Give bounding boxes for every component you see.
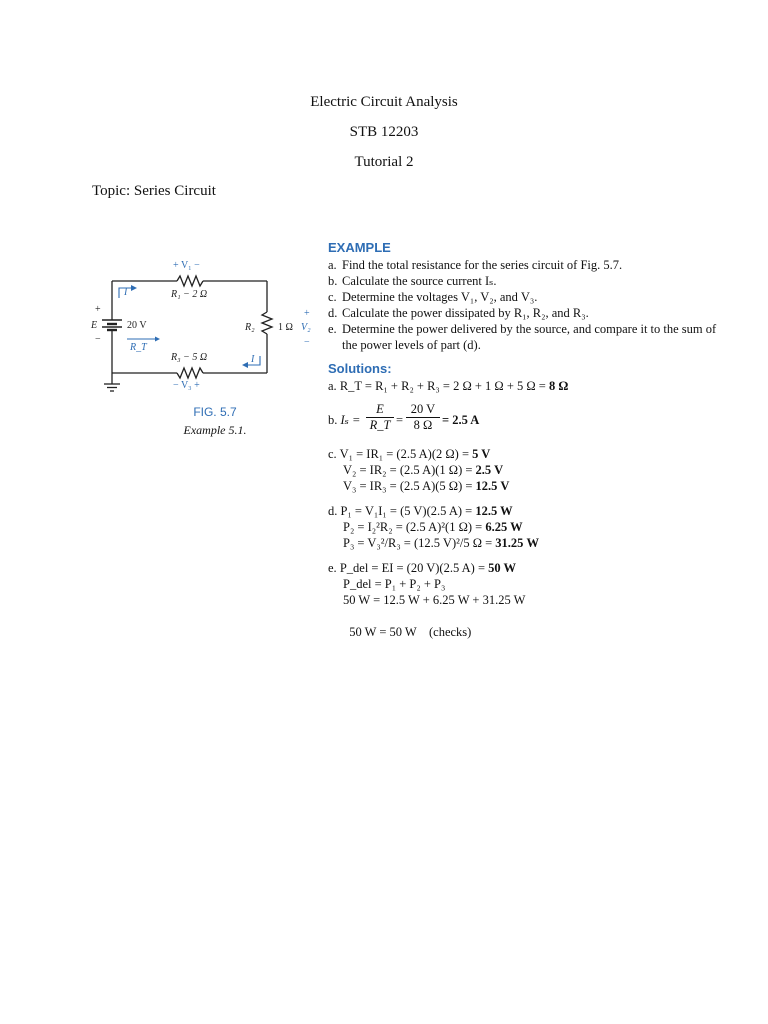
- solution-b-result: = 2.5 A: [442, 413, 480, 427]
- solutions-title: Solutions:: [328, 361, 392, 376]
- current-label-1: I: [124, 287, 128, 298]
- series-circuit-diagram: [85, 250, 325, 400]
- solution-c-line-2: V₂ = IR₂ = (2.5 A)(1 Ω) = 2.5 V: [343, 463, 504, 477]
- v1-label: + V₁ −: [173, 260, 200, 271]
- tutorial-title: Tutorial 2: [354, 154, 414, 170]
- source-voltage-label: 20 V: [127, 320, 147, 331]
- resistor-r2: [262, 312, 272, 334]
- rt-label: R_T: [130, 342, 147, 353]
- solution-d-line-1: d. P₁ = V₁I₁ = (5 V)(2.5 A) = 12.5 W: [328, 504, 513, 518]
- course-title: Electric Circuit Analysis: [310, 94, 458, 110]
- solution-c-line-3: V₃ = IR₃ = (2.5 A)(5 Ω) = 12.5 V: [343, 479, 510, 493]
- solution-b-eq: =: [396, 413, 404, 427]
- resistor-r3: [177, 368, 203, 378]
- source-e-label: E: [91, 320, 98, 331]
- current-arrowhead-2: [242, 362, 248, 368]
- r2-name-label: R₂: [245, 322, 255, 333]
- v2-label: V₂: [301, 322, 311, 333]
- resistor-r1: [177, 276, 203, 286]
- v2-plus: +: [304, 308, 310, 319]
- example-item-c: c. Determine the voltages V₁, V₂, and V₃.: [328, 290, 538, 304]
- v3-label: − V₃ +: [173, 380, 200, 391]
- solution-e-line-3: 50 W = 12.5 W + 6.25 W + 31.25 W: [343, 593, 526, 607]
- source-plus: +: [95, 304, 101, 315]
- rt-arrowhead: [155, 337, 160, 342]
- r2-value-label: 1 Ω: [278, 322, 293, 333]
- current-arrowhead-1: [131, 285, 137, 291]
- solution-a: a. R_T = R₁ + R₂ + R₃ = 2 Ω + 1 Ω + 5 Ω = 8 Ω: [328, 379, 569, 393]
- example-item-a: a. Find the total resistance for the series circuit of Fig. 5.7.: [328, 258, 623, 272]
- solution-d-line-3: P₃ = V₃²/R₃ = (12.5 V)²/5 Ω = 31.25 W: [343, 536, 540, 550]
- solution-e-line-2: P_del = P₁ + P₂ + P₃: [343, 577, 446, 591]
- figure-number: FIG. 5.7: [193, 405, 237, 419]
- r3-label: R₃ − 5 Ω: [171, 352, 208, 363]
- example-item-d: d. Calculate the power dissipated by R₁, R₂, and R₃.: [328, 306, 589, 320]
- example-item-b: b. Calculate the source current Iₛ.: [328, 274, 497, 288]
- solution-b-fraction-1: $\frac{E}{R\_T}$: [366, 402, 394, 433]
- solution-e-line-4: 50 W = 50 W (checks): [349, 625, 472, 639]
- solution-b-label: b. Iₛ =: [328, 413, 361, 427]
- current-label-2: I: [251, 354, 255, 365]
- figure-subtitle: Example 5.1.: [183, 423, 247, 437]
- solution-d-line-2: P₂ = I₂²R₂ = (2.5 A)²(1 Ω) = 6.25 W: [343, 520, 523, 534]
- r1-label: R₁ − 2 Ω: [171, 289, 208, 300]
- solution-e-line-1: e. P_del = EI = (20 V)(2.5 A) = 50 W: [328, 561, 517, 575]
- example-title: EXAMPLE: [328, 240, 391, 255]
- course-code: STB 12203: [349, 124, 419, 140]
- v2-minus: −: [304, 337, 310, 348]
- source-minus: −: [95, 334, 101, 345]
- example-item-e: e. Determine the power delivered by the source, and compare it to the sum of the power levels of part (d).: [328, 322, 717, 352]
- solution-b-fraction-2: $\frac{20 V}{8 \Omega}$: [406, 402, 440, 433]
- topic-heading: Topic: Series Circuit: [92, 183, 216, 199]
- solution-c-line-1: c. V₁ = IR₁ = (2.5 A)(2 Ω) = 5 V: [328, 447, 491, 461]
